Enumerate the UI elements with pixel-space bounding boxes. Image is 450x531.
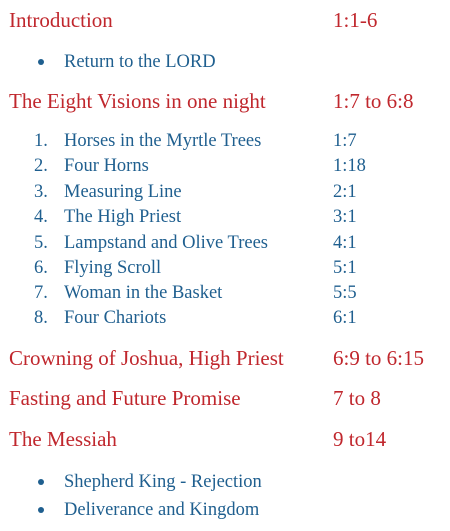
vision-label: Four Chariots	[64, 308, 167, 328]
section-reference: 1:7 to 6:8	[333, 89, 414, 113]
vision-label: Horses in the Myrtle Trees	[64, 131, 262, 151]
list-number: 1.	[34, 131, 48, 151]
list-number: 7.	[34, 283, 48, 303]
section-reference: 1:1-6	[333, 8, 378, 32]
section-title: Fasting and Future Promise	[9, 386, 241, 410]
bullet-label: Shepherd King - Rejection	[64, 472, 262, 492]
vision-reference: 5:1	[333, 258, 357, 278]
vision-label: Measuring Line	[64, 182, 182, 202]
bullet-icon	[38, 479, 44, 485]
vision-reference: 6:1	[333, 308, 357, 328]
bullet-icon	[38, 507, 44, 513]
section-title: Introduction	[9, 8, 113, 32]
bullet-label: Deliverance and Kingdom	[64, 500, 260, 520]
vision-label: Lampstand and Olive Trees	[64, 233, 268, 253]
list-number: 4.	[34, 207, 48, 227]
vision-label: Four Horns	[64, 156, 149, 176]
vision-reference: 1:7	[333, 131, 357, 151]
section-reference: 6:9 to 6:15	[333, 346, 425, 370]
vision-reference: 3:1	[333, 207, 357, 227]
vision-label: The High Priest	[64, 207, 182, 227]
vision-label: Woman in the Basket	[64, 283, 223, 303]
vision-reference: 5:5	[333, 283, 357, 303]
section-title: The Messiah	[9, 427, 117, 451]
section-reference: 9 to14	[333, 427, 387, 451]
section-title: The Eight Visions in one night	[9, 89, 266, 113]
list-number: 2.	[34, 156, 48, 176]
list-number: 3.	[34, 182, 48, 202]
vision-label: Flying Scroll	[64, 258, 162, 278]
section-title: Crowning of Joshua, High Priest	[9, 346, 284, 370]
list-number: 6.	[34, 258, 48, 278]
section-reference: 7 to 8	[333, 386, 381, 410]
vision-reference: 2:1	[333, 182, 357, 202]
bullet-icon	[38, 59, 44, 65]
vision-reference: 1:18	[333, 156, 366, 176]
list-number: 5.	[34, 233, 48, 253]
list-number: 8.	[34, 308, 48, 328]
vision-reference: 4:1	[333, 233, 357, 253]
bullet-label: Return to the LORD	[64, 52, 216, 72]
